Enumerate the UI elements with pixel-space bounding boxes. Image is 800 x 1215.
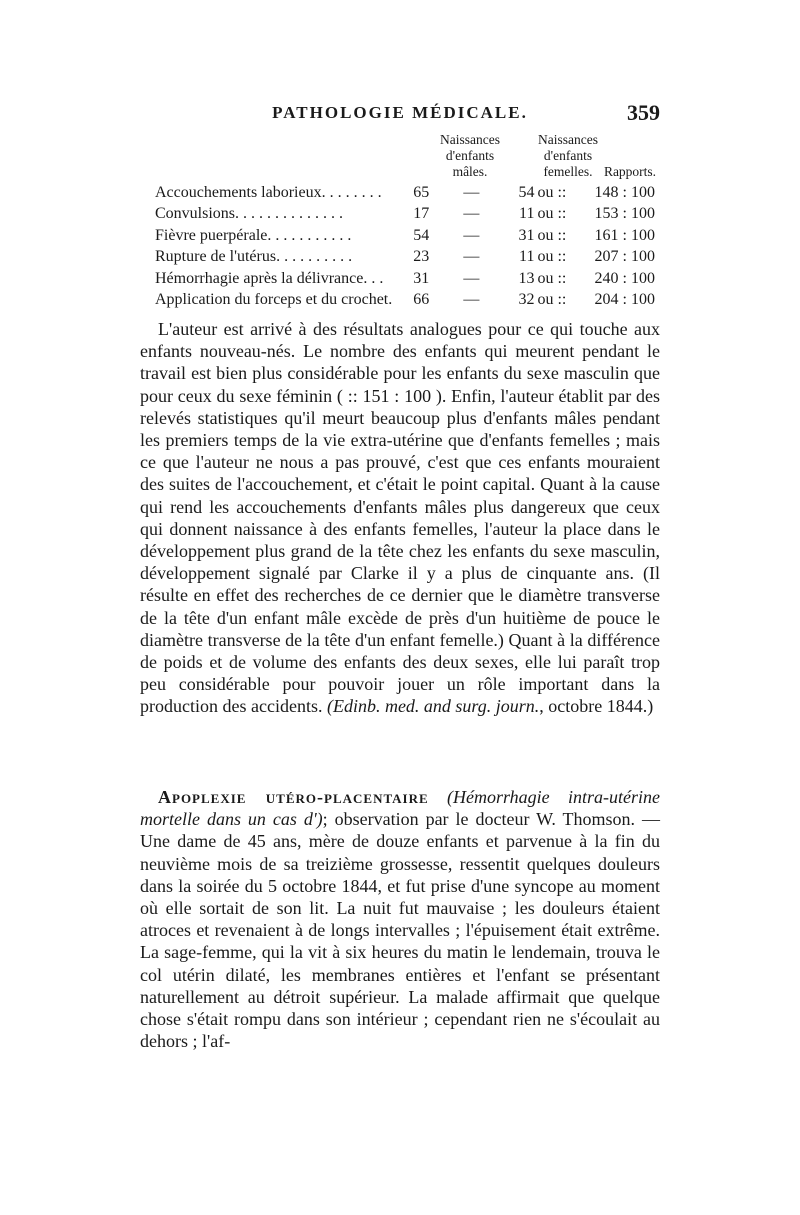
table-row <box>155 268 655 290</box>
female-count-cell: 11 <box>519 248 535 266</box>
cause-cell: Accouchements laborieux. . . . . . . . <box>155 183 382 201</box>
female-count-cell: 13 <box>518 269 535 287</box>
ou-cell: ou :: <box>537 226 567 244</box>
body-paragraph-1 <box>140 318 660 718</box>
male-count-cell: 23 <box>413 248 430 266</box>
male-count-cell: 65 <box>413 183 430 201</box>
page-number: 359 <box>627 100 660 125</box>
ratio-cell: 148 : 100 <box>594 183 655 201</box>
statistics-table <box>155 182 655 311</box>
ou-cell: ou :: <box>537 269 567 287</box>
section-subtitle: (Hémorrhagie intra-utérine mortelle dans un cas d') <box>140 787 660 830</box>
male-count-cell: 54 <box>413 226 430 244</box>
journal-citation: (Edinb. med. and surg. journ. <box>326 696 540 717</box>
ratio-cell: 204 : 100 <box>594 291 655 309</box>
dash-cell: — <box>463 205 480 223</box>
paragraph-text: ; observation par le docteur W. Thomson. — Une dame de 45 ans, mère de douze enfants et parvenue à la fin du neuvième mois de sa treizième grossesse, ressentit quelques douleurs dans la soirée du 5 octobre 1844, et fut prise d'une syncope au moment où elle sortait de son lit. La nuit fut mauvaise ; les douleurs étaient atroces et revenaient à de longs intervalles ; l'épuisement était extrême. La sage-femme, qui la vit à six heures du matin le lendemain, trouva le col utérin dilaté, les membranes entières et l'enfant se présentant naturellement au détroit supérieur. La malade affirmait que quelque chose s'était rompu dans son intérieur ; cependant rien ne s'écoulait au dehors ; l'af- <box>140 809 660 1052</box>
column-header-ratio: Rapports. <box>603 164 657 179</box>
column-header-male: Naissances d'enfants mâles. <box>440 132 500 179</box>
male-count-cell: 31 <box>413 269 430 287</box>
table-row <box>155 225 655 247</box>
body-paragraph-2 <box>140 786 660 1052</box>
ou-cell: ou :: <box>537 183 567 201</box>
female-count-cell: 54 <box>518 183 535 201</box>
ou-cell: ou :: <box>537 205 567 223</box>
male-count-cell: 66 <box>413 291 430 309</box>
section-title: Apoplexie utéro-placentaire <box>158 787 429 807</box>
paragraph-text: L'auteur est arrivé à des résultats analogues pour ce qui touche aux enfants nouveau-nés. Le nombre des enfants qui meurent pendant le travail est bien plus considérable pour les enfants du sexe masculin que pour ceux du sexe féminin ( :: 151 : 100 ). Enfin, l'auteur établit par des relevés statistiques qu'il meurt beaucoup plus d'enfants mâles pendant les premiers temps de la vie extra-utérine que d'enfants femelles ; mais ce que l'auteur ne nous a pas prouvé, c'est que ces enfants mouraient des suites de l'accouchement, et c'était le point capital. Quant à la cause qui rend les accouchements d'enfants mâles plus dangereux que ceux qui donnent naissance à des enfants femelles, l'auteur la place dans le développement plus grand de la tête chez les enfants du sexe masculin, développement signalé par Clarke il y a plus de cinquante ans. (Il résulte en effet des recherches de ce dernier que le diamètre transverse de la tête d'un enfant mâle excède de près d'un huitième de pouce le diamètre transverse de la tête d'un enfant femelle.) Quant à la différence de poids et de volume des enfants des deux sexes, elle lui paraît trop peu considérable pour pouvoir jouer un rôle important dans la production des accidents. <box>140 319 660 717</box>
page-header <box>140 100 660 130</box>
cause-cell: Fièvre puerpérale. . . . . . . . . . . <box>155 226 352 244</box>
ratio-cell: 207 : 100 <box>594 248 655 266</box>
ratio-cell: 161 : 100 <box>594 226 655 244</box>
ou-cell: ou :: <box>537 291 567 309</box>
female-count-cell: 32 <box>518 291 535 309</box>
male-count-cell: 17 <box>413 205 430 223</box>
female-count-cell: 31 <box>518 226 535 244</box>
dash-cell: — <box>463 248 480 266</box>
dash-cell: — <box>463 269 480 287</box>
cause-cell: Convulsions. . . . . . . . . . . . . . <box>155 205 344 223</box>
table-row <box>155 204 655 226</box>
female-count-cell: 11 <box>519 205 535 223</box>
citation-end: , octobre 1844.) <box>539 696 654 717</box>
column-header-female: Naissances d'enfants femelles. <box>538 132 598 179</box>
ratio-cell: 240 : 100 <box>594 269 655 287</box>
cause-cell: Rupture de l'utérus. . . . . . . . . . <box>155 248 353 266</box>
table-row <box>155 290 655 312</box>
cause-cell: Application du forceps et du crochet. <box>155 291 393 309</box>
dash-cell: — <box>463 226 480 244</box>
ratio-cell: 153 : 100 <box>594 205 655 223</box>
table-row <box>155 247 655 269</box>
cause-cell: Hémorrhagie après la délivrance. . . <box>155 269 384 287</box>
table-row <box>155 182 655 204</box>
running-title: PATHOLOGIE MÉDICALE. <box>272 103 528 122</box>
ou-cell: ou :: <box>537 248 567 266</box>
dash-cell: — <box>463 291 480 309</box>
table-column-headers <box>140 132 660 182</box>
dash-cell: — <box>463 183 480 201</box>
